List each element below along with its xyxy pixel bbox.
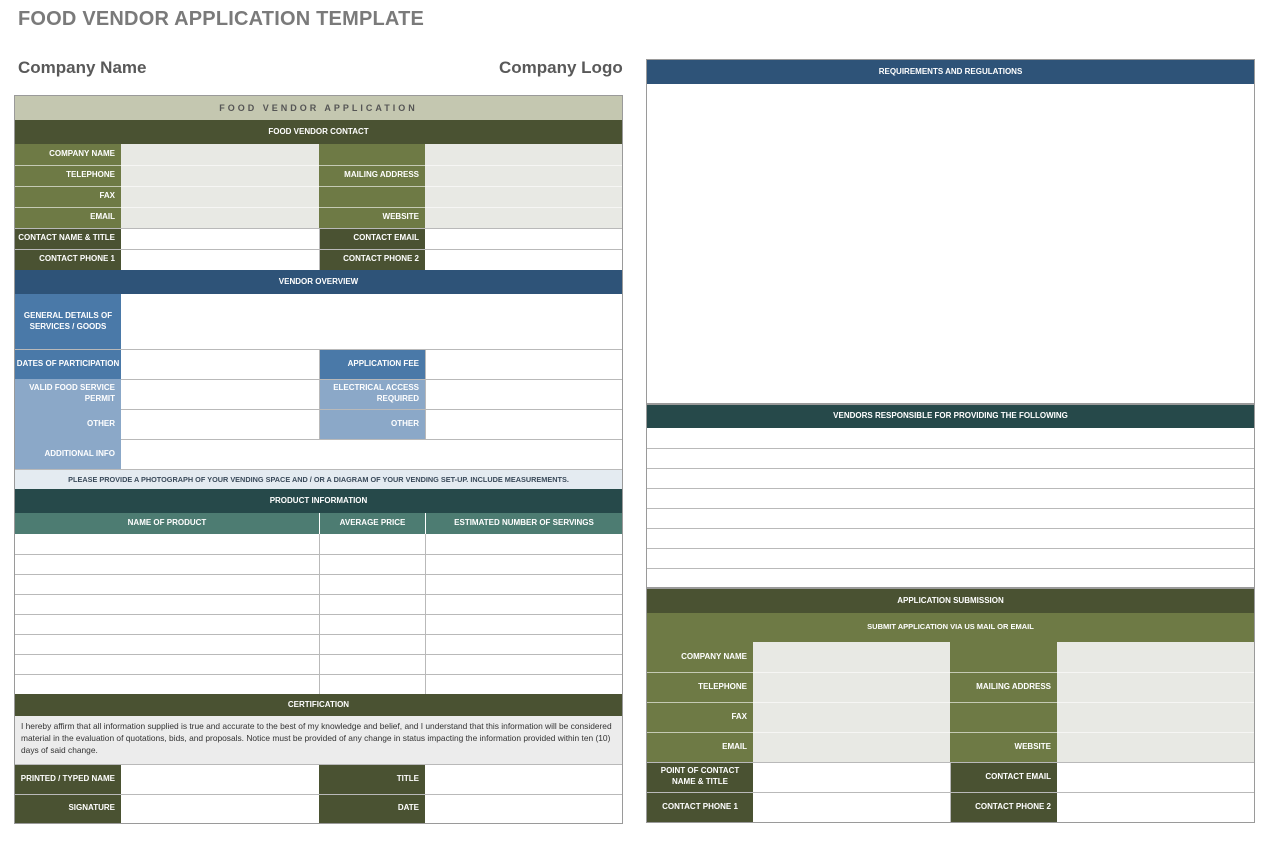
mailing-address-line-2[interactable] [425, 165, 622, 186]
sub-company-name-field[interactable] [753, 642, 950, 672]
company-logo-placeholder[interactable]: Company Logo [499, 58, 623, 77]
sub-website-label: WEBSITE [950, 732, 1057, 762]
sub-contact-phone-2-field[interactable] [1057, 792, 1254, 822]
sub-website-field[interactable] [1057, 732, 1254, 762]
point-of-contact-label: POINT OF CONTACT NAME & TITLE [647, 762, 753, 792]
sub-mailing-address-line-3[interactable] [1057, 702, 1254, 732]
contact-section-header: FOOD VENDOR CONTACT [15, 120, 622, 144]
company-name-field[interactable] [121, 144, 319, 165]
product-information-header: PRODUCT INFORMATION [15, 489, 622, 513]
title-label: TITLE [319, 764, 425, 794]
col-header-average-price: AVERAGE PRICE [319, 513, 425, 534]
certification-header: CERTIFICATION [15, 694, 622, 716]
sub-contact-phone-1-label: CONTACT PHONE 1 [647, 792, 753, 822]
list-item[interactable] [647, 548, 1254, 549]
dates-of-participation-field[interactable] [121, 349, 319, 379]
website-field[interactable] [425, 207, 622, 228]
company-name-heading[interactable]: Company Name [18, 58, 147, 77]
list-item[interactable] [647, 488, 1254, 489]
mailing-address-line-3[interactable] [425, 186, 622, 207]
mailing-address-line-1[interactable] [425, 144, 622, 165]
additional-info-label: ADDITIONAL INFO [15, 439, 121, 469]
signature-field[interactable] [121, 794, 319, 823]
signature-label: SIGNATURE [15, 794, 121, 823]
application-band: FOOD VENDOR APPLICATION [15, 96, 622, 120]
date-label: DATE [319, 794, 425, 823]
mailing-address-label: MAILING ADDRESS [319, 144, 425, 207]
additional-info-field[interactable] [121, 439, 622, 469]
sub-mailing-address-line-1[interactable] [1057, 642, 1254, 672]
application-fee-field[interactable] [425, 349, 622, 379]
photo-instruction-note: PLEASE PROVIDE A PHOTOGRAPH OF YOUR VENDING SPACE AND / OR A DIAGRAM OF YOUR VENDING SET-UP. INCLUDE MEASUREMENTS. [15, 469, 622, 489]
requirements-box [646, 59, 1255, 404]
electrical-access-label: ELECTRICAL ACCESS REQUIRED [319, 379, 425, 409]
other-left-label: OTHER [15, 409, 121, 439]
sub-telephone-label: TELEPHONE [647, 672, 753, 702]
sub-telephone-field[interactable] [753, 672, 950, 702]
general-details-label: GENERAL DETAILS OF SERVICES / GOODS [15, 294, 121, 349]
application-fee-label: APPLICATION FEE [319, 349, 425, 379]
sub-contact-phone-2-label: CONTACT PHONE 2 [950, 792, 1057, 822]
sub-company-name-label: COMPANY NAME [647, 642, 753, 672]
title-field[interactable] [425, 764, 622, 794]
company-name-label: COMPANY NAME [15, 144, 121, 165]
point-of-contact-field[interactable] [753, 762, 950, 792]
page-title: FOOD VENDOR APPLICATION TEMPLATE [18, 8, 425, 30]
fax-field[interactable] [121, 186, 319, 207]
contact-email-field[interactable] [425, 228, 622, 249]
contact-phone-2-field[interactable] [425, 249, 622, 270]
list-item[interactable] [647, 568, 1254, 569]
product-table-body[interactable] [15, 534, 622, 694]
sub-fax-label: FAX [647, 702, 753, 732]
list-item[interactable] [647, 468, 1254, 469]
contact-name-title-field[interactable] [121, 228, 319, 249]
submission-subheader: SUBMIT APPLICATION VIA US MAIL OR EMAIL [647, 613, 1254, 642]
food-service-permit-field[interactable] [121, 379, 319, 409]
telephone-label: TELEPHONE [15, 165, 121, 186]
vendors-responsible-box [646, 404, 1255, 588]
sub-mailing-address-label: MAILING ADDRESS [950, 642, 1057, 732]
telephone-field[interactable] [121, 165, 319, 186]
sub-mailing-address-line-2[interactable] [1057, 672, 1254, 702]
certification-statement: I hereby affirm that all information supplied is true and accurate to the best of my knowledge and belief, and I understand that this information will be considered material in the evaluation of quotations, bids, and proposals. Notice must be provided of any change in status impacting the information provided within ten (10) days of said change. [21, 721, 612, 755]
electrical-access-field[interactable] [425, 379, 622, 409]
contact-phone-1-label: CONTACT PHONE 1 [15, 249, 121, 270]
col-header-servings: ESTIMATED NUMBER OF SERVINGS [425, 513, 622, 534]
requirements-text-area[interactable] [647, 84, 1254, 403]
contact-name-title-label: CONTACT NAME & TITLE [15, 228, 121, 249]
submission-header: APPLICATION SUBMISSION [647, 589, 1254, 613]
other-left-field[interactable] [121, 409, 319, 439]
list-item[interactable] [647, 528, 1254, 529]
other-right-field[interactable] [425, 409, 622, 439]
vendors-responsible-header: VENDORS RESPONSIBLE FOR PROVIDING THE FOLLOWING [647, 405, 1254, 428]
printed-name-field[interactable] [121, 764, 319, 794]
general-details-field[interactable] [121, 294, 622, 349]
dates-of-participation-label: DATES OF PARTICIPATION [15, 349, 121, 379]
contact-phone-1-field[interactable] [121, 249, 319, 270]
date-field[interactable] [425, 794, 622, 823]
contact-email-label: CONTACT EMAIL [319, 228, 425, 249]
list-item[interactable] [647, 448, 1254, 449]
email-label: EMAIL [15, 207, 121, 228]
sub-email-label: EMAIL [647, 732, 753, 762]
website-label: WEBSITE [319, 207, 425, 228]
food-service-permit-label: VALID FOOD SERVICE PERMIT [15, 379, 121, 409]
list-item[interactable] [647, 508, 1254, 509]
application-submission-box [646, 588, 1255, 823]
fax-label: FAX [15, 186, 121, 207]
sub-email-field[interactable] [753, 732, 950, 762]
vendor-overview-header: VENDOR OVERVIEW [15, 270, 622, 294]
sub-contact-email-label: CONTACT EMAIL [950, 762, 1057, 792]
sub-fax-field[interactable] [753, 702, 950, 732]
vendor-application-form [14, 95, 623, 824]
printed-name-label: PRINTED / TYPED NAME [15, 764, 121, 794]
col-header-product-name: NAME OF PRODUCT [15, 513, 319, 534]
sub-contact-phone-1-field[interactable] [753, 792, 950, 822]
other-right-label: OTHER [319, 409, 425, 439]
email-field[interactable] [121, 207, 319, 228]
requirements-header: REQUIREMENTS AND REGULATIONS [647, 60, 1254, 84]
contact-phone-2-label: CONTACT PHONE 2 [319, 249, 425, 270]
sub-contact-email-field[interactable] [1057, 762, 1254, 792]
